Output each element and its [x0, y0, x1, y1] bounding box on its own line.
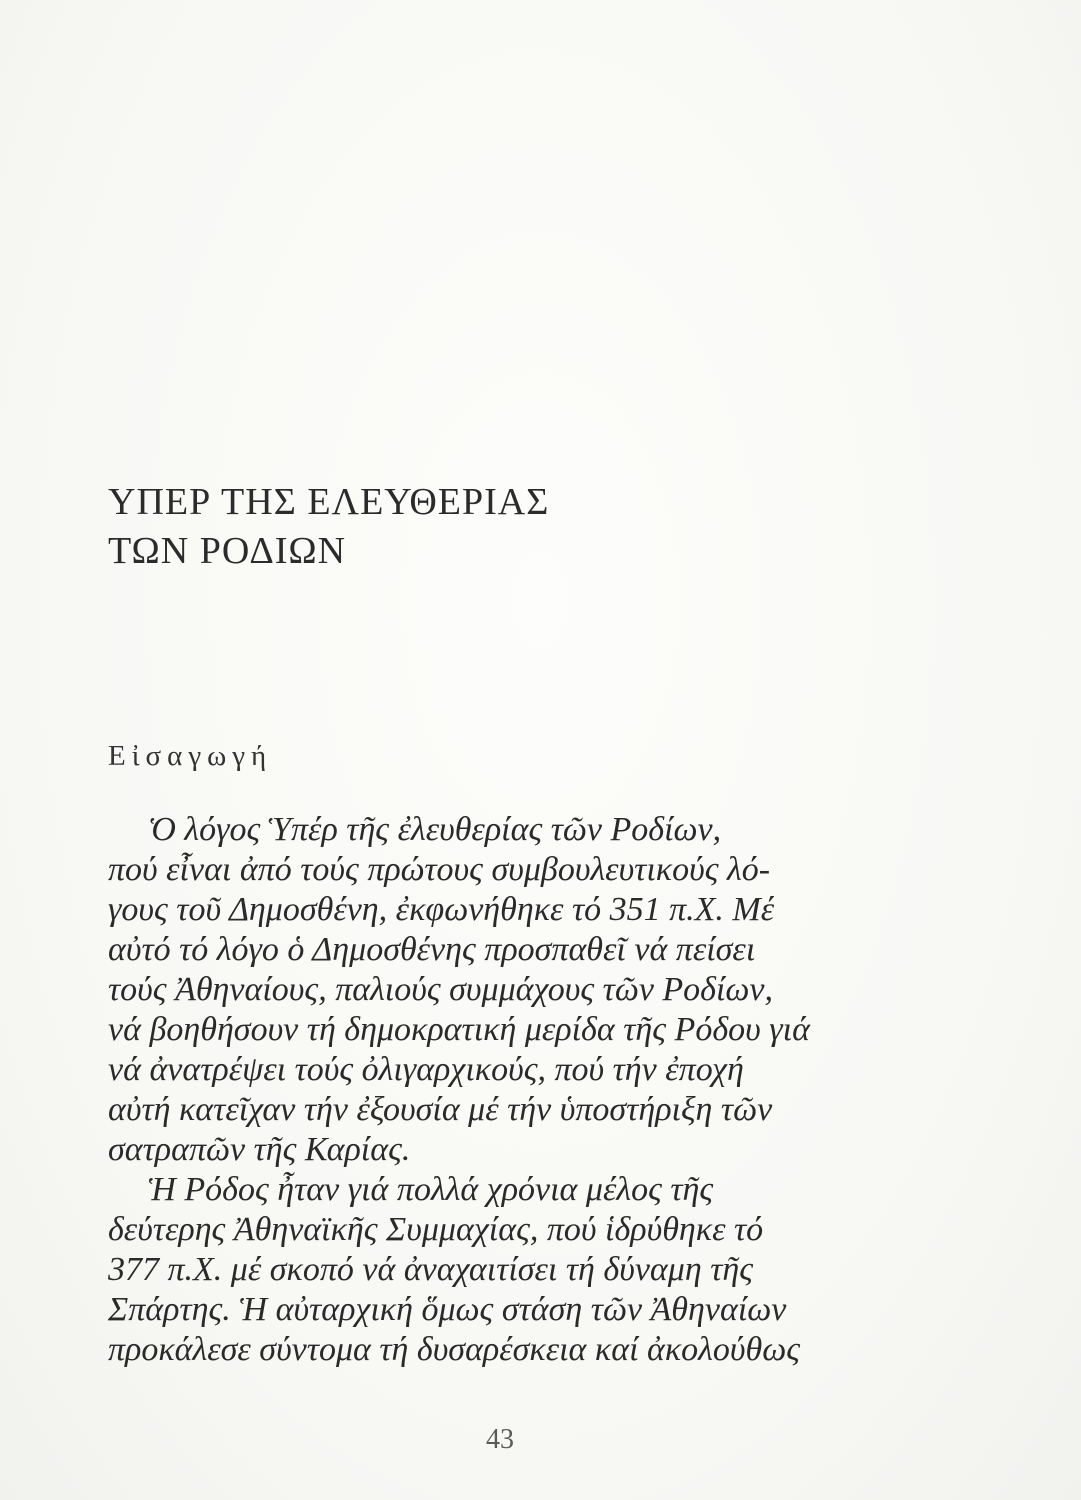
text-line: δεύτερης Ἀθηναϊκῆς Συμμαχίας, πού ἱδρύθηκε τό — [108, 1211, 764, 1248]
text-line: πού εἶναι ἀπό τούς πρώτους συμβουλευτικούς λό- — [108, 851, 771, 888]
page-number: 43 — [486, 1424, 514, 1455]
text-line: Ἡ Ρόδος ἦταν γιά πολλά χρόνια μέλος τῆς — [148, 1171, 714, 1208]
text-line: αὐτό τό λόγο ὁ Δημοσθένης προσπαθεῖ νά πείσει — [108, 931, 756, 968]
chapter-title — [108, 478, 808, 576]
text-line: Σπάρτης. Ἡ αὐταρχική ὅμως στάση τῶν Ἀθηναίων — [108, 1291, 787, 1328]
text-line: 377 π.Χ. μέ σκοπό νά ἀναχαιτίσει τή δύναμη τῆς — [108, 1251, 754, 1288]
text-line: σατραπῶν τῆς Καρίας. — [108, 1131, 411, 1168]
text-line: προκάλεσε σύντομα τή δυσαρέσκεια καί ἀκολούθως — [108, 1331, 801, 1368]
chapter-title-line-1: ΥΠΕΡ ΤΗΣ ΕΛΕΥΘΕΡΙΑΣ — [108, 481, 550, 523]
text-line: αὐτή κατεῖχαν τήν ἐξουσία μέ τήν ὑποστήριξη τῶν — [108, 1091, 773, 1128]
text-line: γους τοῦ Δημοσθένη, ἐκφωνήθηκε τό 351 π.Χ. Μέ — [108, 891, 775, 928]
text-line: νά βοηθήσουν τή δημοκρατική μερίδα τῆς Ρόδου γιά — [108, 1011, 810, 1048]
text-line: τούς Ἀθηναίους, παλιούς συμμάχους τῶν Ροδίων, — [108, 971, 774, 1008]
chapter-title-line-2: ΤΩΝ ΡΟΔΙΩΝ — [108, 530, 347, 572]
section-heading: Εἰσαγωγή — [108, 740, 273, 772]
text-line: νά ἀνατρέψει τούς ὀλιγαρχικούς, πού τήν ἐποχή — [108, 1051, 744, 1088]
text-line: Ὁ λόγος Ὑπέρ τῆς ἐλευθερίας τῶν Ροδίων, — [148, 811, 722, 848]
body-text — [108, 810, 908, 1370]
